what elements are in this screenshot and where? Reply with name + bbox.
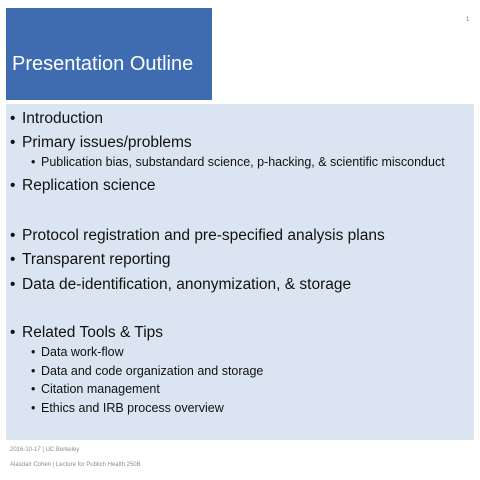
bullet-icon: •: [10, 251, 16, 268]
outline-item-label: Primary issues/problems: [22, 134, 192, 151]
bullet-icon: •: [31, 345, 36, 359]
outline-subitem-ethics-irb: [31, 401, 224, 415]
outline-item-protocol-registration: [10, 227, 385, 245]
outline-subitem-data-code-organization: [31, 364, 263, 378]
bullet-icon: •: [31, 382, 36, 396]
outline-item-label: Introduction: [22, 110, 103, 127]
outline-item-introduction: [10, 110, 103, 128]
outline-subitem-data-workflow: [31, 345, 124, 359]
footer-author-course: Alasdair Cohen | Lecture for Publich Health 250B: [10, 462, 141, 468]
slide-title: Presentation Outline: [12, 53, 194, 75]
bullet-icon: •: [10, 134, 16, 151]
outline-subitem-publication-bias: [31, 155, 445, 169]
outline-item-label: Data de-identification, anonymization, & storage: [22, 276, 352, 293]
outline-subitem-label: Data and code organization and storage: [41, 364, 264, 378]
bullet-icon: •: [31, 401, 36, 415]
bullet-icon: •: [31, 155, 36, 169]
outline-subitem-label: Publication bias, substandard science, p-hacking, & scientific misconduct: [41, 155, 445, 169]
outline-item-replication-science: [10, 177, 156, 195]
outline-item-transparent-reporting: [10, 251, 170, 269]
bullet-icon: •: [10, 177, 16, 194]
bullet-icon: •: [10, 227, 16, 244]
outline-subitem-citation-management: [31, 382, 160, 396]
bullet-icon: •: [31, 364, 36, 378]
outline-item-related-tools: [10, 324, 163, 342]
bullet-icon: •: [10, 324, 16, 341]
outline-item-label: Related Tools & Tips: [22, 324, 164, 341]
title-box: [6, 8, 212, 100]
outline-subitem-label: Ethics and IRB process overview: [41, 401, 224, 415]
outline-item-label: Replication science: [22, 177, 156, 194]
outline-item-primary-issues: [10, 134, 192, 152]
bullet-icon: •: [10, 276, 16, 293]
outline-subitem-label: Citation management: [41, 382, 160, 396]
outline-item-data-deidentification: [10, 276, 351, 294]
outline-item-label: Transparent reporting: [22, 251, 171, 268]
outline-subitem-label: Data work-flow: [41, 345, 124, 359]
bullet-icon: •: [10, 110, 16, 127]
page-number: 1: [466, 17, 470, 23]
outline-item-label: Protocol registration and pre-specified analysis plans: [22, 227, 385, 244]
footer-date-institution: 2016-10-17 | UC Berkeley: [10, 447, 80, 453]
